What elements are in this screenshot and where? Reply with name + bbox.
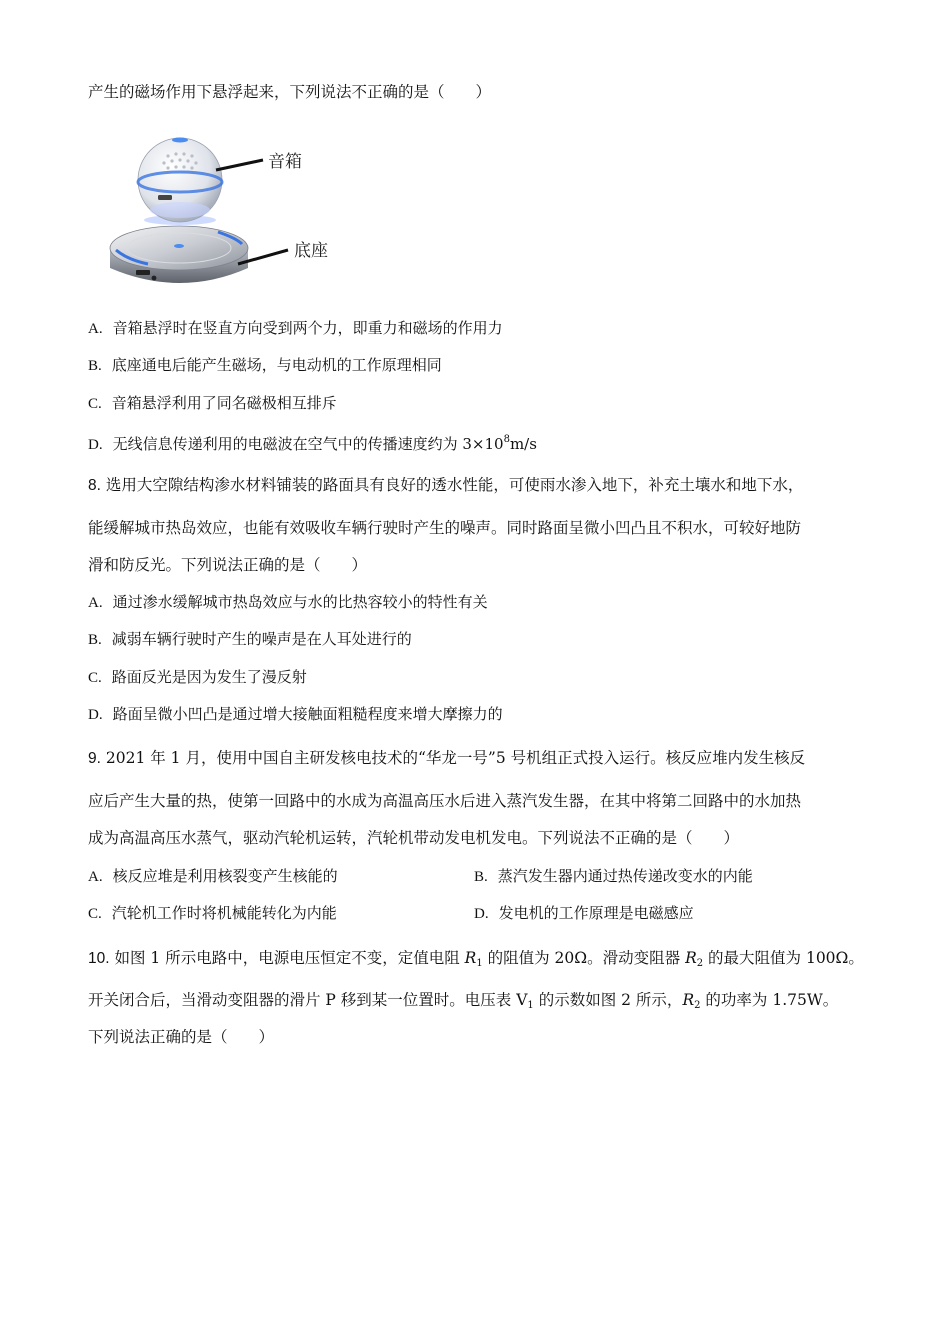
speaker-ball	[138, 138, 222, 226]
q8-option-b: B. 减弱车辆行驶时产生的噪声是在人耳处进行的	[88, 630, 412, 648]
q9-option-d: D. 发电机的工作原理是电磁感应	[474, 904, 694, 922]
base-label: 底座	[294, 241, 328, 261]
q8-option-a: A. 通过渗水缓解城市热岛效应与水的比热容较小的特性有关	[88, 593, 488, 611]
q10-stem-line-1: 10. 如图 1 所示电路中，电源电压恒定不变，定值电阻 $R_1$ 的阻值为 20Ω。滑动变阻器 $R_2$ 的最大阻值为 100Ω。	[88, 949, 864, 969]
q7-option-b: B. 底座通电后能产生磁场，与电动机的工作原理相同	[88, 356, 442, 374]
q8-stem-line-2: 能缓解城市热岛效应，也能有效吸收车辆行驶时产生的噪声。同时路面呈微小凹凸且不积水，可较好地防	[88, 519, 802, 537]
speaker-pointer	[216, 160, 263, 170]
q10-number: 10.	[88, 950, 110, 967]
q9-stem-line-2: 应后产生大量的热，使第一回路中的水成为高温高压水后进入蒸汽发生器，在其中将第二回路中的水加热	[88, 792, 802, 810]
q7-option-d: D. 无线信息传递利用的电磁波在空气中的传播速度约为 $3\times 10^8m/s$	[88, 434, 537, 453]
base-disc	[110, 226, 248, 283]
q7-stem-tail: 产生的磁场作用下悬浮起来，下列说法不正确的是（ ）	[88, 83, 492, 101]
q9-stem-line-1: 9. 2021 年 1 月，使用中国自主研发核电技术的“华龙一号”5 号机组正式投入运行。核反应堆内发生核反	[88, 749, 806, 767]
q10-stem-line-2: 开关闭合后，当滑动变阻器的滑片 P 移到某一位置时。电压表 $V_1$ 的示数如图 2 所示，$R_2$ 的功率为 1.75W。	[88, 991, 839, 1011]
q7-option-c: C. 音箱悬浮利用了同名磁极相互排斥	[88, 394, 337, 412]
q8-number: 8.	[88, 477, 101, 494]
q10-stem-line-3: 下列说法正确的是（ ）	[88, 1028, 275, 1046]
q9-stem-line-3: 成为高温高压水蒸气，驱动汽轮机运转，汽轮机带动发电机发电。下列说法不正确的是（ ）	[88, 829, 740, 847]
speaker-label: 音箱	[268, 152, 302, 172]
q8-stem-line-3: 滑和防反光。下列说法正确的是（ ）	[88, 556, 368, 574]
q9-option-a: A. 核反应堆是利用核裂变产生核能的	[88, 867, 338, 885]
levitating-speaker-figure	[108, 132, 348, 294]
q9-option-c: C. 汽轮机工作时将机械能转化为内能	[88, 904, 337, 922]
q8-stem-line-1: 8. 选用大空隙结构渗水材料铺装的路面具有良好的透水性能，可使雨水渗入地下，补充土壤水和地下水，	[88, 476, 804, 494]
q9-number: 9.	[88, 750, 101, 767]
q8-option-d: D. 路面呈微小凹凸是通过增大接触面粗糙程度来增大摩擦力的	[88, 705, 503, 723]
q9-option-b: B. 蒸汽发生器内通过热传递改变水的内能	[474, 867, 753, 885]
q7-option-a: A. 音箱悬浮时在竖直方向受到两个力，即重力和磁场的作用力	[88, 319, 503, 337]
q8-option-c: C. 路面反光是因为发生了漫反射	[88, 668, 307, 686]
